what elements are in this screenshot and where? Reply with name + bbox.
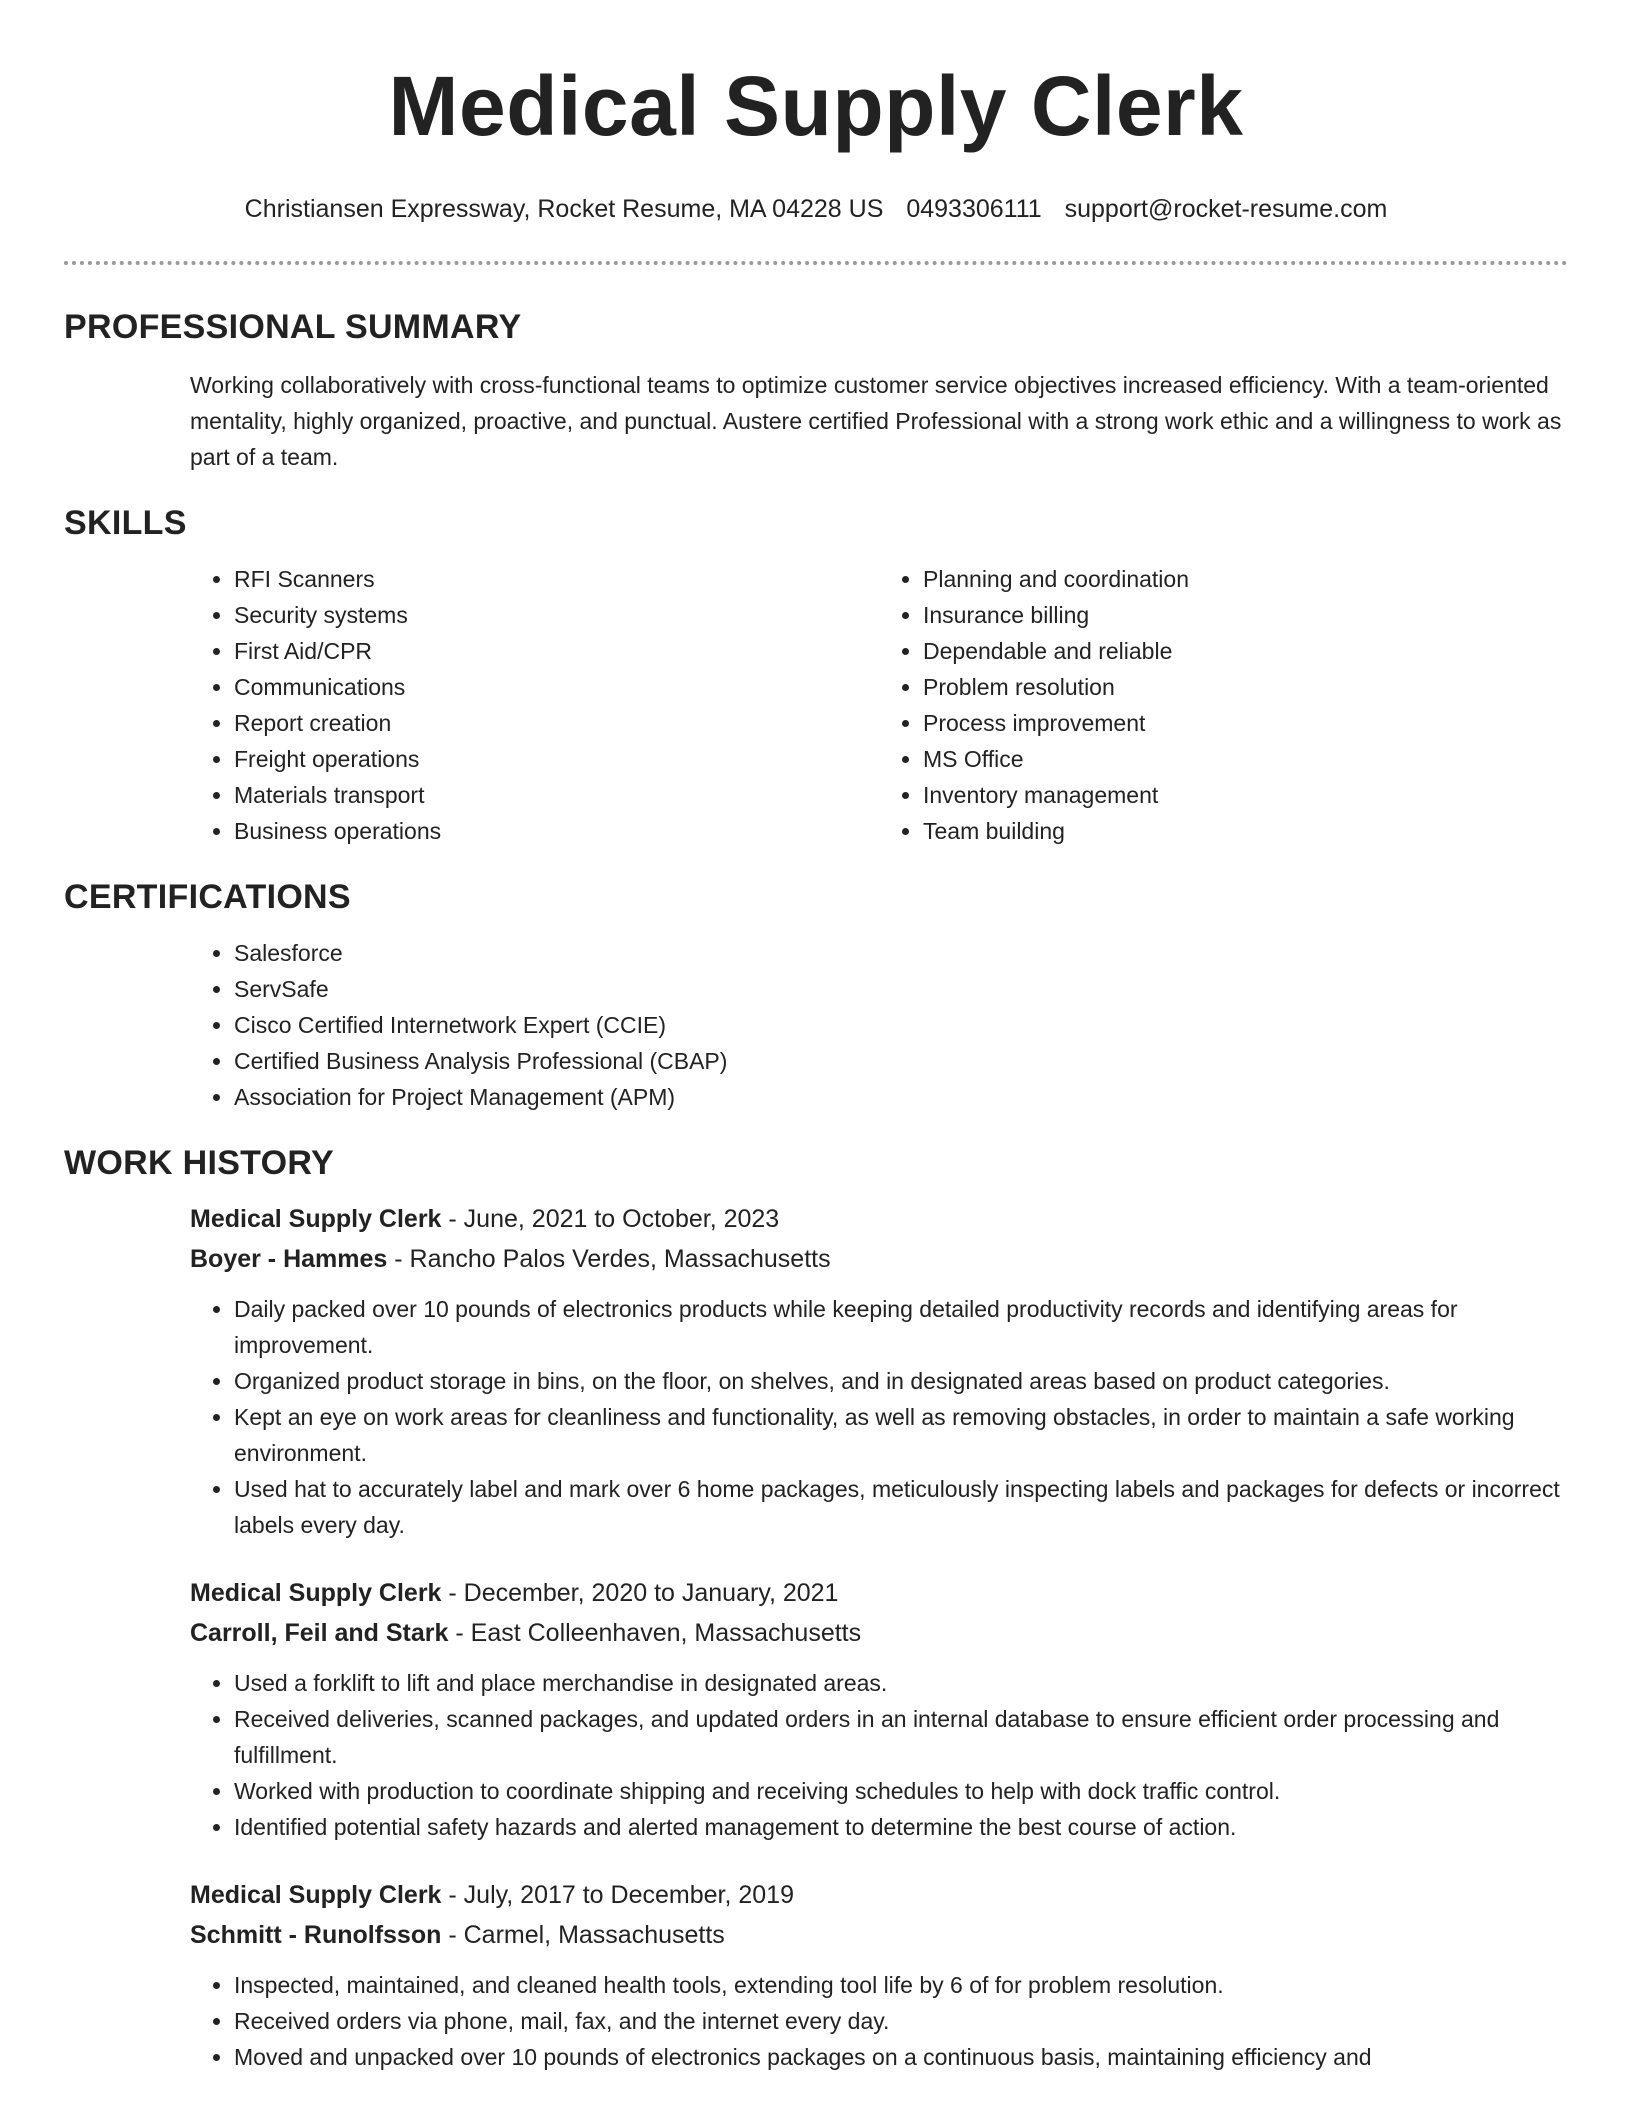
contact-address: Christiansen Expressway, Rocket Resume, MA 04228 US xyxy=(244,195,884,223)
certification-item: • Salesforce xyxy=(234,935,1568,971)
skill-item: • MS Office xyxy=(923,741,1568,777)
skill-item: • Dependable and reliable xyxy=(923,633,1568,669)
skill-item: • Planning and coordination xyxy=(923,561,1568,597)
skills-columns xyxy=(190,561,1568,849)
job-company-line xyxy=(190,1915,1568,1955)
job-bullet: • Used hat to accurately label and mark over 6 home packages, meticulously inspecting labels and packages for defects or incorrect labels every day. xyxy=(234,1471,1568,1543)
skill-item: • Freight operations xyxy=(234,741,879,777)
skill-item: • Problem resolution xyxy=(923,669,1568,705)
summary-heading: PROFESSIONAL SUMMARY xyxy=(64,308,522,346)
work-history-heading: WORK HISTORY xyxy=(64,1144,334,1182)
job-bullet: • Received deliveries, scanned packages, and updated orders in an internal database to ensure efficient order processing and fulfillment. xyxy=(234,1701,1568,1773)
job-bullet: • Daily packed over 10 pounds of electronics products while keeping detailed productivity records and identifying areas for improvement. xyxy=(234,1291,1568,1363)
job-company-line xyxy=(190,1613,1568,1653)
certifications-section xyxy=(64,877,1568,1115)
job-bullet: • Inspected, maintained, and cleaned health tools, extending tool life by 6 of for problem resolution. xyxy=(234,1967,1568,2003)
job-bullet: • Worked with production to coordinate shipping and receiving schedules to help with dock traffic control. xyxy=(234,1773,1568,1809)
skill-item: • Team building xyxy=(923,813,1568,849)
job-role-line xyxy=(190,1199,1568,1239)
contact-line xyxy=(64,194,1568,224)
contact-email: support@rocket-resume.com xyxy=(1064,195,1388,223)
job-company: Schmitt - Runolfsson xyxy=(190,1921,442,1949)
job-bullets xyxy=(190,1967,1568,2075)
contact-phone: 0493306111 xyxy=(906,195,1042,223)
job-bullets xyxy=(190,1665,1568,1845)
job-role: Medical Supply Clerk xyxy=(190,1205,442,1233)
job-role: Medical Supply Clerk xyxy=(190,1881,442,1909)
job-dates: - July, 2017 to December, 2019 xyxy=(441,1881,794,1909)
job-bullet: • Received orders via phone, mail, fax, and the internet every day. xyxy=(234,2003,1568,2039)
skill-item: • Security systems xyxy=(234,597,879,633)
skill-item: • Communications xyxy=(234,669,879,705)
job-bullet: • Moved and unpacked over 10 pounds of electronics packages on a continuous basis, maintaining efficiency and xyxy=(234,2039,1568,2075)
job-dates: - June, 2021 to October, 2023 xyxy=(441,1205,780,1233)
job-entry xyxy=(190,1199,1568,1543)
skill-item: • Materials transport xyxy=(234,777,879,813)
skill-item: • First Aid/CPR xyxy=(234,633,879,669)
work-history-section xyxy=(64,1143,1568,2075)
skill-item: • Insurance billing xyxy=(923,597,1568,633)
certification-item: • Certified Business Analysis Professional (CBAP) xyxy=(234,1043,1568,1079)
skills-list-left xyxy=(190,561,879,849)
job-location: - Carmel, Massachusetts xyxy=(441,1921,725,1949)
skill-item: • Inventory management xyxy=(923,777,1568,813)
certification-item: • Association for Project Management (APM) xyxy=(234,1079,1568,1115)
job-location: - East Colleenhaven, Massachusetts xyxy=(448,1619,862,1647)
skills-list-right xyxy=(879,561,1568,849)
job-company: Carroll, Feil and Stark xyxy=(190,1619,449,1647)
job-dates: - December, 2020 to January, 2021 xyxy=(441,1579,839,1607)
summary-text: Working collaboratively with cross-functional teams to optimize customer service objectives increased efficiency. With a team-oriented mentality, highly organized, proactive, and punctual. Austere certified Professional with a strong work ethic and a willingness to work as part of a team. xyxy=(190,372,1562,470)
skill-item: • RFI Scanners xyxy=(234,561,879,597)
job-company: Boyer - Hammes xyxy=(190,1245,388,1273)
skill-item: • Report creation xyxy=(234,705,879,741)
skill-item: • Business operations xyxy=(234,813,879,849)
job-bullet: • Used a forklift to lift and place merchandise in designated areas. xyxy=(234,1665,1568,1701)
skill-item: • Process improvement xyxy=(923,705,1568,741)
job-role: Medical Supply Clerk xyxy=(190,1579,442,1607)
certifications-heading: CERTIFICATIONS xyxy=(64,878,351,916)
certification-item: • ServSafe xyxy=(234,971,1568,1007)
certifications-list xyxy=(190,935,1568,1115)
job-company-line xyxy=(190,1239,1568,1279)
job-bullet: • Organized product storage in bins, on the floor, on shelves, and in designated areas based on product categories. xyxy=(234,1363,1568,1399)
job-role-line xyxy=(190,1875,1568,1915)
skills-section xyxy=(64,503,1568,849)
summary-section xyxy=(64,307,1568,475)
header-divider xyxy=(64,261,1568,265)
job-bullet: • Kept an eye on work areas for cleanliness and functionality, as well as removing obstacles, in order to maintain a safe working environment. xyxy=(234,1399,1568,1471)
job-bullets xyxy=(190,1291,1568,1543)
certification-item: • Cisco Certified Internetwork Expert (CCIE) xyxy=(234,1007,1568,1043)
job-bullet: • Identified potential safety hazards and alerted management to determine the best course of action. xyxy=(234,1809,1568,1845)
job-entry xyxy=(190,1875,1568,2075)
resume-name: Medical Supply Clerk xyxy=(388,59,1244,153)
job-role-line xyxy=(190,1573,1568,1613)
job-location: - Rancho Palos Verdes, Massachusetts xyxy=(387,1245,831,1273)
skills-heading: SKILLS xyxy=(64,504,187,542)
job-entry xyxy=(190,1573,1568,1845)
